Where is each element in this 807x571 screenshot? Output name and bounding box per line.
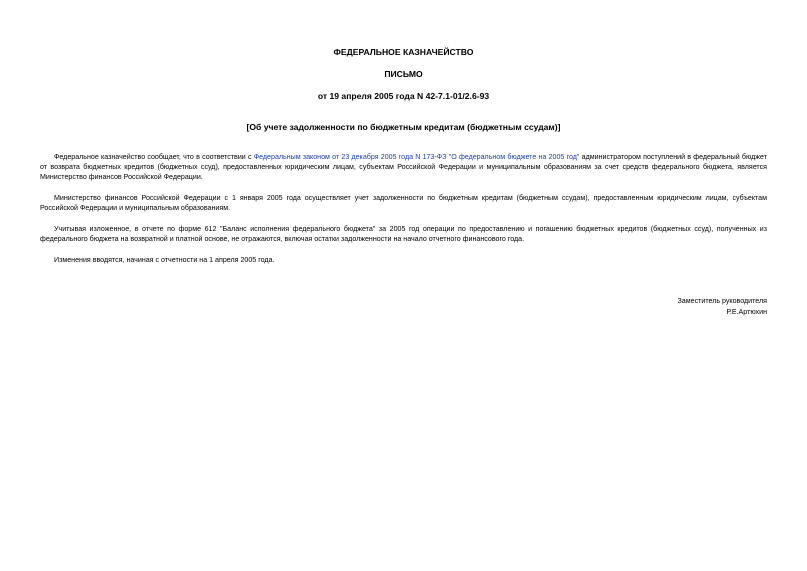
signatory-position: Заместитель руководителя: [677, 297, 767, 305]
signature-block: [678, 296, 767, 317]
document-date-number: от 19 апреля 2005 года N 42-7.1-01/2.6-93: [317, 91, 490, 101]
paragraph-4: Изменения вводятся, начиная с отчетности на 1 апреля 2005 года.: [54, 256, 275, 264]
paragraph-1: [40, 152, 767, 183]
document-subject: [Об учете задолженности по бюджетным кредитам (бюджетным ссудам)]: [246, 122, 561, 132]
paragraph-3: Учитывая изложенное, в отчете по форме 612 "Баланс исполнения федерального бюджета" за 2005 год операции по предоставлению и погашению бюджетных кредитов (бюджетных ссуд), полученных из федерального бюджета на возвратной и платной основе, не отражаются, включая остатки задолженности на начало отчетного финансового года.: [40, 225, 767, 244]
signatory-name: Р.Е.Артюхин: [726, 307, 767, 316]
paragraph-1-text-end: администратором поступлений в федеральный бюджет от возврата бюджетных кредитов (бюджетных ссуд), предоставленных юридическим лицам, субъектам Российской Федерации и муниципальным образованиям за счет средств федерального бюджета, является Министерство финансов Российской Федерации.: [40, 153, 767, 182]
paragraph-1-text-start: Федеральное казначейство сообщает, что в соответствии с: [54, 153, 254, 161]
document-type: ПИСЬМО: [384, 69, 423, 79]
federal-law-link[interactable]: Федеральным законом от 23 декабря 2005 года N 173-ФЗ "О федеральном бюджете на 2005 год": [253, 153, 580, 161]
paragraph-2: Министерство финансов Российской Федерации с 1 января 2005 года осуществляет учет задолженности по бюджетным кредитам (бюджетным ссудам), предоставленным юридическим лицам, субъектам Российской Федерации и муниципальным образованиям.: [40, 194, 767, 213]
issuer-heading: ФЕДЕРАЛЬНОЕ КАЗНАЧЕЙСТВО: [333, 47, 474, 57]
